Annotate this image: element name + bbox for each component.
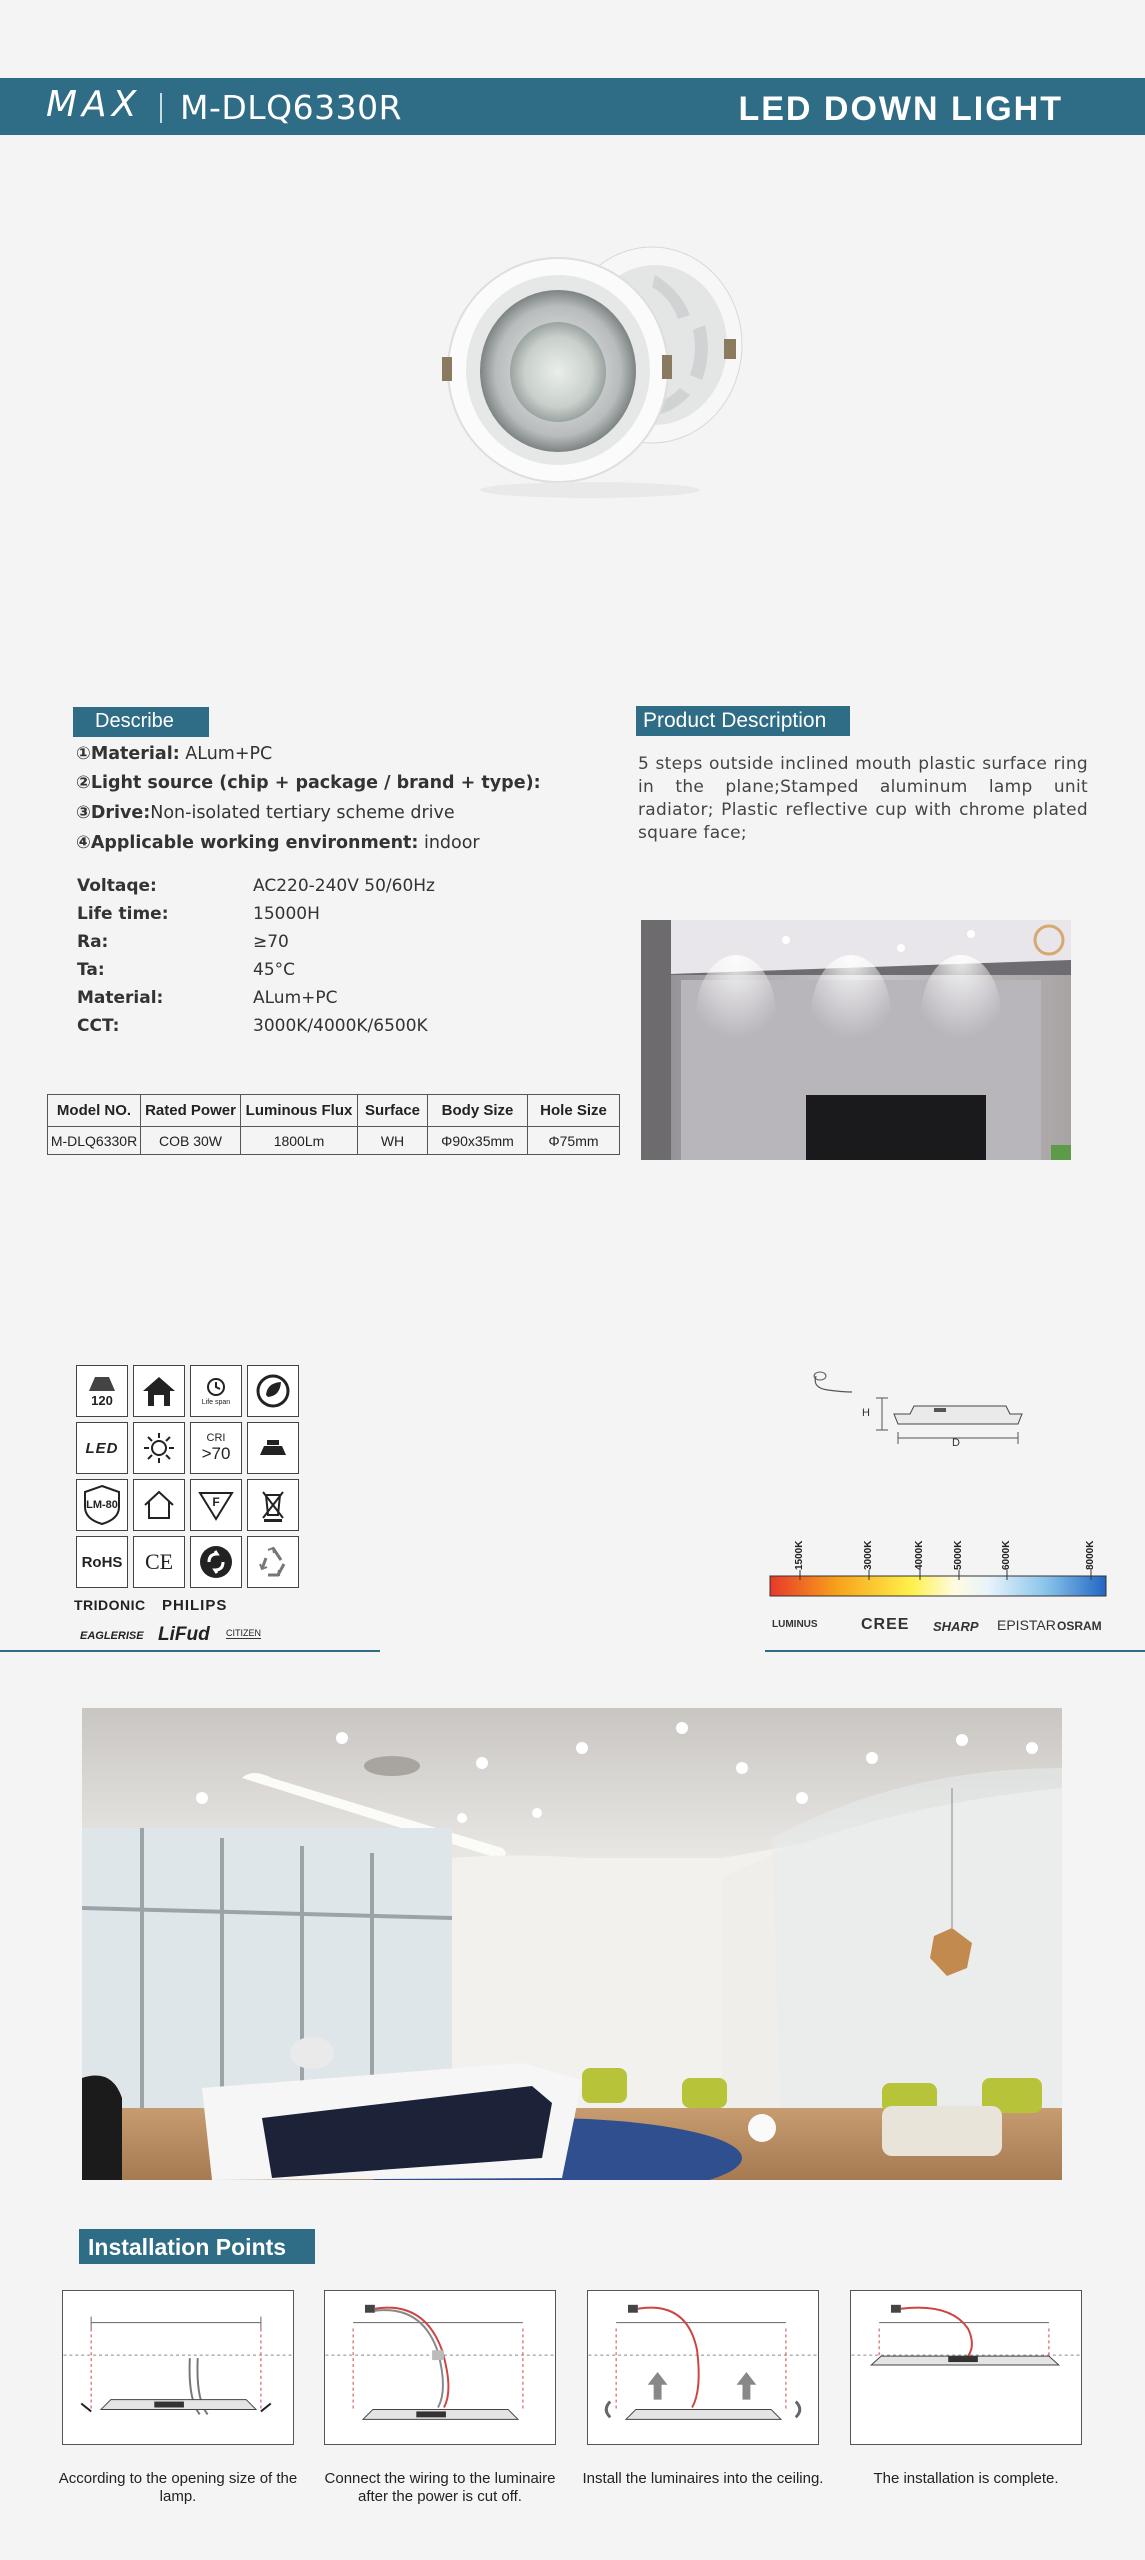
col-surface: Surface <box>358 1095 428 1127</box>
describe-item-environment: ④Applicable working environment: indoor <box>76 833 480 853</box>
downlight-product-image <box>440 245 760 505</box>
col-luminous-flux: Luminous Flux <box>241 1095 358 1127</box>
indoor-use-icon <box>133 1479 185 1531</box>
install-step-3-diagram <box>587 2290 819 2445</box>
cct-tick-5000k: 5000K <box>953 1540 964 1570</box>
life-span-icon: Life span <box>190 1365 242 1417</box>
describe-tag: Describe <box>73 707 209 737</box>
spec-table <box>47 1094 620 1155</box>
col-body-size: Body Size <box>428 1095 528 1127</box>
install-step-4-diagram <box>850 2290 1082 2445</box>
beam-angle-icon: 120 <box>76 1365 128 1417</box>
spec-value-voltage: AC220-240V 50/60Hz <box>253 876 435 896</box>
brand-logo: MAX <box>46 84 142 125</box>
spec-label-material: Material: <box>77 988 164 1008</box>
cell-model-no: M-DLQ6330R <box>48 1127 141 1155</box>
model-number: M-DLQ6330R <box>180 88 403 127</box>
spec-label-lifetime: Life time: <box>77 904 169 924</box>
table-row <box>48 1127 620 1155</box>
install-step-1-caption: According to the opening size of the lamp. <box>58 2470 298 2505</box>
cell-rated-power: COB 30W <box>141 1127 241 1155</box>
rohs-icon: RoHS <box>76 1536 128 1588</box>
eaglerise-logo: EAGLERISE <box>80 1630 144 1642</box>
product-description-text: 5 steps outside inclined mouth plastic surface ring in the plane;Stamped aluminum lamp unit radiator; Plastic reflective cup with chrome plated square face; <box>638 754 1088 843</box>
describe-item-light-source: ②Light source (chip + package / brand + type): <box>76 773 541 793</box>
header-band <box>0 78 1145 135</box>
office-application-photo <box>82 1708 1062 2180</box>
luminus-logo: LUMINUS <box>772 1619 818 1630</box>
application-room-photo <box>641 920 1071 1160</box>
sharp-logo: SHARP <box>933 1619 979 1634</box>
spec-label-cct: CCT: <box>77 1016 120 1036</box>
f-mark-icon: F <box>190 1479 242 1531</box>
epistar-logo: EPISTAR <box>997 1617 1056 1633</box>
cct-tick-6000k: 6000K <box>1001 1540 1012 1570</box>
section-divider-right <box>765 1650 1145 1652</box>
osram-logo: OSRAM <box>1057 1619 1102 1633</box>
spec-label-ta: Ta: <box>77 960 105 980</box>
spec-table-header-row <box>48 1095 620 1127</box>
cell-hole-size: Φ75mm <box>528 1127 620 1155</box>
cct-tick-1500k: 1500K <box>794 1540 805 1570</box>
cell-surface: WH <box>358 1127 428 1155</box>
col-rated-power: Rated Power <box>141 1095 241 1127</box>
downlight-icon <box>247 1422 299 1474</box>
describe-item-material: ①Material: ALum+PC <box>76 744 273 764</box>
product-category: LED DOWN LIGHT <box>738 90 1063 128</box>
spec-label-ra: Ra: <box>77 932 109 952</box>
philips-logo: PHILIPS <box>162 1597 228 1614</box>
dimension-drawing <box>810 1368 1030 1448</box>
install-step-2-caption: Connect the wiring to the luminaire after the power is cut off. <box>324 2470 556 2505</box>
cree-logo: CREE <box>861 1616 910 1633</box>
cri-icon: CRI >70 <box>190 1422 242 1474</box>
ce-icon: CE <box>133 1536 185 1588</box>
dimension-diameter-label: D <box>952 1437 960 1449</box>
spec-label-voltage: Voltaqe: <box>77 876 157 896</box>
cell-luminous-flux: 1800Lm <box>241 1127 358 1155</box>
installation-points-tag: Installation Points <box>79 2229 315 2264</box>
weee-bin-icon <box>247 1479 299 1531</box>
led-icon: LED <box>76 1422 128 1474</box>
spec-value-material: ALum+PC <box>253 988 338 1008</box>
lifud-logo: LiFud <box>158 1624 210 1645</box>
spec-value-cct: 3000K/4000K/6500K <box>253 1016 428 1036</box>
eco-energy-icon <box>247 1365 299 1417</box>
install-step-4-caption: The installation is complete. <box>873 2470 1059 2487</box>
lm80-icon: LM-80 <box>76 1479 128 1531</box>
col-hole-size: Hole Size <box>528 1095 620 1127</box>
cct-tick-8000k: 8000K <box>1085 1540 1096 1570</box>
dimension-height-label: H <box>862 1407 870 1419</box>
sun-icon <box>133 1422 185 1474</box>
recycle-icon <box>247 1536 299 1588</box>
green-dot-icon <box>190 1536 242 1588</box>
spec-value-ta: 45°C <box>253 960 296 980</box>
product-description-tag: Product Description <box>636 706 850 736</box>
col-model-no: Model NO. <box>48 1095 141 1127</box>
cct-tick-3000k: 3000K <box>863 1540 874 1570</box>
install-step-3-caption: Install the luminaires into the ceiling. <box>582 2470 824 2487</box>
describe-item-drive: ③Drive:Non-isolated tertiary scheme drive <box>76 803 455 823</box>
header-divider <box>160 93 162 123</box>
cct-color-bar <box>768 1568 1108 1598</box>
cell-body-size: Φ90x35mm <box>428 1127 528 1155</box>
cct-tick-4000k: 4000K <box>914 1540 925 1570</box>
house-icon <box>133 1365 185 1417</box>
citizen-logo: CITIZEN <box>226 1628 261 1638</box>
install-step-1-diagram <box>62 2290 294 2445</box>
tridonic-logo: TRIDONIC <box>74 1597 146 1613</box>
spec-value-lifetime: 15000H <box>253 904 320 924</box>
install-step-2-diagram <box>324 2290 556 2445</box>
section-divider-left <box>0 1650 380 1652</box>
spec-value-ra: ≥70 <box>253 932 289 952</box>
